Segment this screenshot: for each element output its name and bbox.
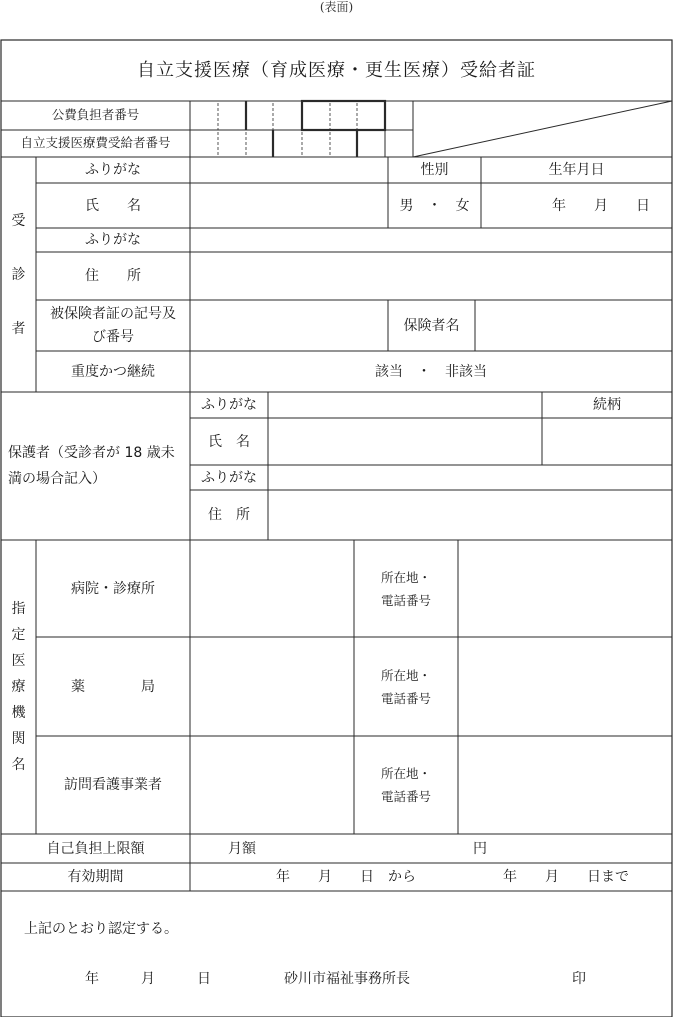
certification-date: 年 月 日 [85, 971, 211, 987]
page-caption: (表面) [319, 0, 354, 14]
patient-furigana-label: ふりがな [85, 162, 141, 178]
institution-section-label: 指 定 医 療 機 関 名 [11, 601, 26, 773]
seal-mark: 印 [572, 971, 586, 987]
hospital-clinic-label: 病院・診療所 [71, 580, 155, 597]
gender-options: 男 ・ 女 [399, 197, 470, 214]
patient-address-label: 住 所 [85, 268, 141, 284]
recipient-number-label: 自立支援医療費受給者番号 [20, 135, 171, 151]
gender-label: 性別 [420, 162, 449, 178]
birth-date-value: 年 月 日 [552, 197, 650, 214]
validity-period-label: 有効期間 [67, 869, 124, 885]
guardian-furigana2-label: ふりがな [201, 469, 257, 486]
severe-continuous-label: 重度かつ継続 [71, 363, 155, 380]
guardian-furigana-label: ふりがな [201, 397, 257, 413]
insurer-name-label: 保険者名 [403, 317, 460, 334]
validity-to-date: 年 月 日まで [503, 869, 629, 885]
pharmacy-location-label: 所在地・ 電話番号 [380, 667, 431, 706]
relationship-label: 続柄 [593, 397, 621, 413]
guardian-name-label: 氏 名 [208, 433, 250, 450]
patient-name-label: 氏 名 [85, 197, 141, 214]
pharmacy-label: 薬 局 [71, 678, 155, 695]
birth-date-label: 生年月日 [548, 162, 605, 178]
guardian-address-label: 住 所 [208, 507, 250, 523]
visiting-nurse-location-label: 所在地・ 電話番号 [380, 766, 431, 804]
patient-section-label: 受 診 者 [11, 212, 26, 337]
issuer-name: 砂川市福祉事務所長 [284, 971, 410, 987]
form-title: 自立支援医療（育成医療・更生医療）受給者証 [137, 60, 536, 81]
monthly-amount-label: 月額 [228, 840, 256, 857]
insurance-card-label: 被保険者証の記号及 び番号 [50, 305, 176, 345]
payer-number-label: 公費負担者番号 [51, 107, 140, 123]
validity-from-date: 年 月 日 から [276, 869, 416, 885]
guardian-section-label: 保護者（受診者が 18 歳未 満の場合記入） [8, 445, 175, 487]
severe-continuous-options: 該当 ・ 非該当 [375, 363, 487, 380]
self-pay-limit-label: 自己負担上限額 [46, 840, 145, 857]
visiting-nurse-label: 訪問看護事業者 [64, 777, 162, 793]
yen-unit: 円 [473, 840, 487, 857]
certification-statement: 上記のとおり認定する。 [24, 921, 178, 937]
hospital-location-label: 所在地・ 電話番号 [380, 569, 431, 608]
patient-furigana2-label: ふりがな [85, 232, 141, 248]
